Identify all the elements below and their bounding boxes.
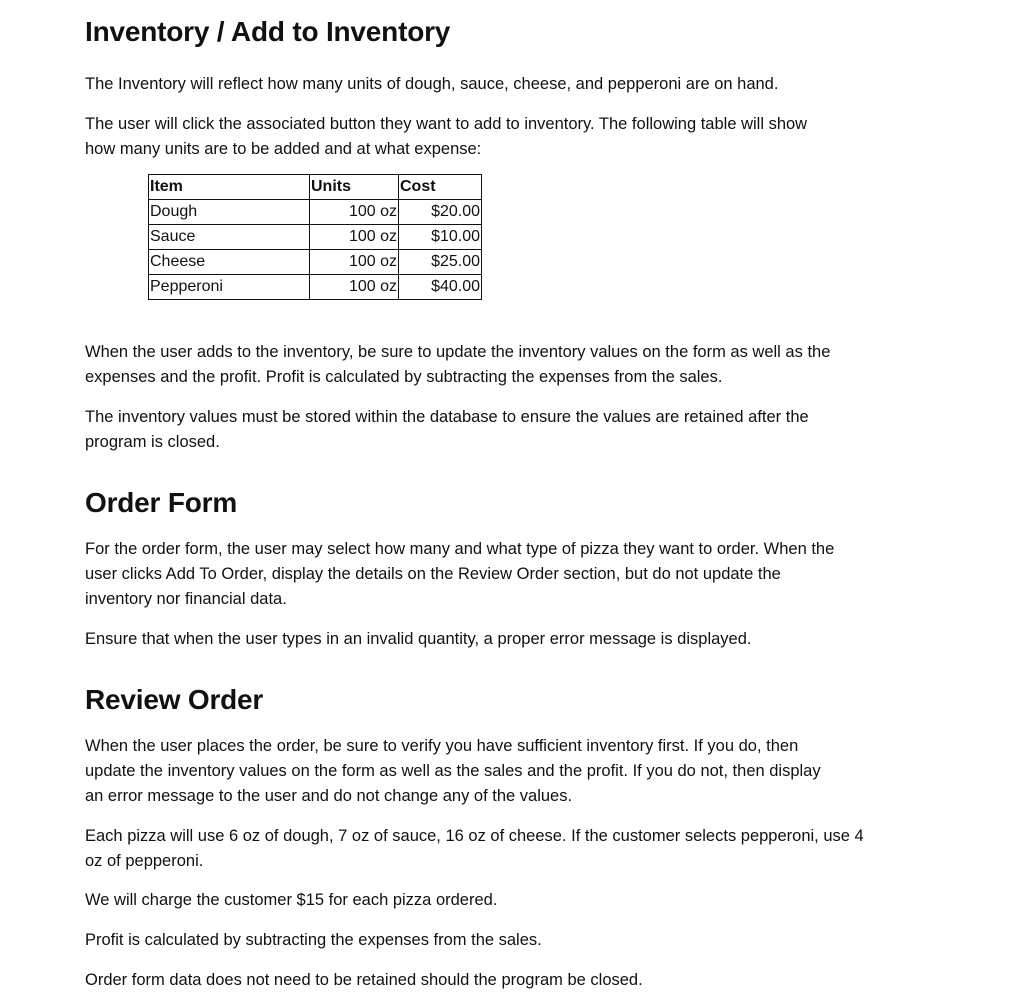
cell-item: Sauce [149, 225, 310, 250]
inventory-table-wrapper [148, 174, 925, 300]
cell-units: 100 oz [310, 200, 399, 225]
inventory-update-line: expenses and the profit. Profit is calculated by subtracting the expenses from the sales. [85, 368, 723, 386]
cell-cost: $40.00 [399, 275, 482, 300]
table-row [149, 225, 482, 250]
table-row [149, 200, 482, 225]
inventory-instruction-paragraph [85, 112, 925, 162]
inventory-update-paragraph [85, 340, 925, 390]
review-order-line: update the inventory values on the form as well as the sales and the profit. If you do not, then display [85, 762, 821, 780]
table-row [149, 275, 482, 300]
inventory-heading: Inventory / Add to Inventory [85, 16, 451, 47]
cell-cost: $25.00 [399, 250, 482, 275]
cell-item: Dough [149, 200, 310, 225]
order-form-error-paragraph: Ensure that when the user types in an invalid quantity, a proper error message is displayed. [85, 630, 752, 648]
cell-item: Pepperoni [149, 275, 310, 300]
order-form-heading: Order Form [85, 487, 238, 518]
inventory-instruction-line: how many units are to be added and at what expense: [85, 140, 482, 158]
inventory-instruction-line: The user will click the associated button they want to add to inventory. The following table will show [85, 115, 808, 133]
retention-paragraph: Order form data does not need to be retained should the program be closed. [85, 971, 643, 989]
profit-paragraph: Profit is calculated by subtracting the expenses from the sales. [85, 931, 542, 949]
inventory-cost-table [148, 174, 482, 300]
cell-units: 100 oz [310, 275, 399, 300]
inventory-intro-paragraph: The Inventory will reflect how many units of dough, sauce, cheese, and pepperoni are on hand. [85, 75, 779, 93]
order-form-line: For the order form, the user may select how many and what type of pizza they want to order. When the [85, 540, 835, 558]
cell-units: 100 oz [310, 250, 399, 275]
cell-cost: $10.00 [399, 225, 482, 250]
review-order-line: When the user places the order, be sure to verify you have sufficient inventory first. If you do, then [85, 737, 799, 755]
inventory-storage-paragraph [85, 405, 925, 455]
header-units: Units [310, 175, 399, 200]
pizza-usage-paragraph [85, 824, 925, 874]
review-order-paragraph [85, 734, 925, 809]
document-page [85, 14, 925, 993]
cell-units: 100 oz [310, 225, 399, 250]
pizza-price-paragraph: We will charge the customer $15 for each pizza ordered. [85, 891, 498, 909]
order-form-paragraph [85, 537, 925, 612]
cell-cost: $20.00 [399, 200, 482, 225]
review-order-heading: Review Order [85, 684, 264, 715]
inventory-storage-line: program is closed. [85, 433, 220, 451]
pizza-usage-line: oz of pepperoni. [85, 852, 204, 870]
order-form-line: user clicks Add To Order, display the details on the Review Order section, but do not update the [85, 565, 781, 583]
cell-item: Cheese [149, 250, 310, 275]
header-item: Item [149, 175, 310, 200]
inventory-update-line: When the user adds to the inventory, be sure to update the inventory values on the form as well as the [85, 343, 831, 361]
pizza-usage-line: Each pizza will use 6 oz of dough, 7 oz of sauce, 16 oz of cheese. If the customer selects pepperoni, use 4 [85, 827, 864, 845]
table-row [149, 250, 482, 275]
inventory-storage-line: The inventory values must be stored within the database to ensure the values are retained after the [85, 408, 809, 426]
review-order-line: an error message to the user and do not change any of the values. [85, 787, 573, 805]
table-header-row [149, 175, 482, 200]
header-cost: Cost [399, 175, 482, 200]
order-form-line: inventory nor financial data. [85, 590, 287, 608]
